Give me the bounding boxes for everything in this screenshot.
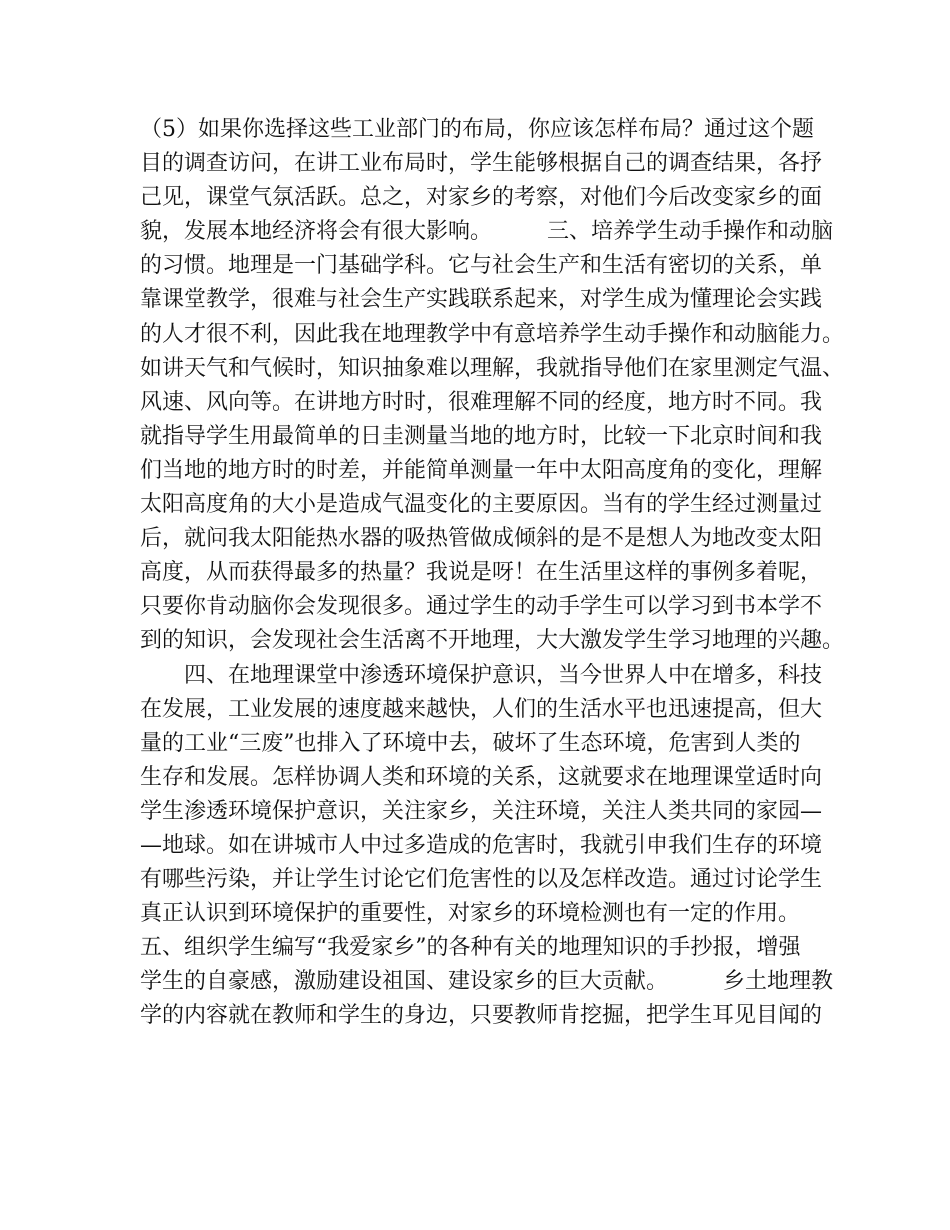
text-line: 有哪些污染，并让学生讨论它们危害性的以及怎样改造。通过讨论学生 bbox=[140, 867, 823, 893]
text-line: 量的工业“三废”也排入了环境中去，破坏了生态环境，危害到人类的 bbox=[140, 730, 801, 756]
text-line: 在发展，工业发展的速度越来越快，人们的生活水平也迅速提高，但大 bbox=[140, 696, 823, 722]
text-line: 后，就问我太阳能热水器的吸热管做成倾斜的是不是想人为地改变太阳 bbox=[140, 526, 823, 552]
text-line: 的人才很不利，因此我在地理教学中有意培养学生动手操作和动脑能力。 bbox=[140, 321, 845, 347]
body-text bbox=[140, 113, 845, 1034]
text-line: 目的调查访问，在讲工业布局时，学生能够根据自己的调查结果，各抒 bbox=[140, 151, 823, 177]
text-line: 学的内容就在教师和学生的身边，只要教师肯挖掘，把学生耳见目闻的 bbox=[140, 1003, 823, 1029]
text-line: 高度，从而获得最多的热量？我说是呀！在生活里这样的事例多着呢， bbox=[140, 560, 823, 586]
text-line: 只要你肯动脑你会发现很多。通过学生的动手学生可以学习到书本学不 bbox=[140, 594, 823, 620]
text-line: 己见，课堂气氛活跃。总之，对家乡的考察，对他们今后改变家乡的面 bbox=[140, 185, 823, 211]
text-line: —地球。如在讲城市人中过多造成的危害时，我就引申我们生存的环境 bbox=[140, 832, 823, 858]
text-line: 真正认识到环境保护的重要性，对家乡的环境检测也有一定的作用。 bbox=[140, 901, 801, 927]
text-line: 的习惯。地理是一门基础学科。它与社会生产和生活有密切的关系，单 bbox=[140, 253, 823, 279]
text-line: 如讲天气和气候时，知识抽象难以理解，我就指导他们在家里测定气温、 bbox=[140, 355, 845, 381]
text-line: 风速、风向等。在讲地方时时，很难理解不同的经度，地方时不同。我 bbox=[140, 389, 823, 415]
text-line: 貌，发展本地经济将会有很大影响。 三、培养学生动手操作和动脑 bbox=[140, 219, 834, 245]
text-line: 生存和发展。怎样协调人类和环境的关系，这就要求在地理课堂适时向 bbox=[140, 764, 823, 790]
text-line: 五、组织学生编写“我爱家乡”的各种有关的地理知识的手抄报，增强 bbox=[140, 935, 801, 961]
text-line: （5）如果你选择这些工业部门的布局，你应该怎样布局？通过这个题 bbox=[140, 117, 814, 142]
text-line: 到的知识，会发现社会生活离不开地理，大大激发学生学习地理的兴趣。 bbox=[140, 628, 845, 654]
text-line: 太阳高度角的大小是造成气温变化的主要原因。当有的学生经过测量过 bbox=[140, 492, 823, 518]
text-line: 们当地的地方时的时差，并能简单测量一年中太阳高度角的变化，理解 bbox=[140, 457, 823, 483]
text-line: 四、在地理课堂中渗透环境保护意识，当今世界人中在增多，科技 bbox=[140, 662, 823, 688]
text-line: 学生的自豪感，激励建设祖国、建设家乡的巨大贡献。 乡土地理教 bbox=[140, 969, 834, 995]
text-line: 靠课堂教学，很难与社会生产实践联系起来，对学生成为懂理论会实践 bbox=[140, 287, 823, 313]
text-line: 学生渗透环境保护意识，关注家乡，关注环境，关注人类共同的家园— bbox=[140, 798, 823, 824]
text-line: 就指导学生用最简单的日圭测量当地的地方时，比较一下北京时间和我 bbox=[140, 423, 823, 449]
